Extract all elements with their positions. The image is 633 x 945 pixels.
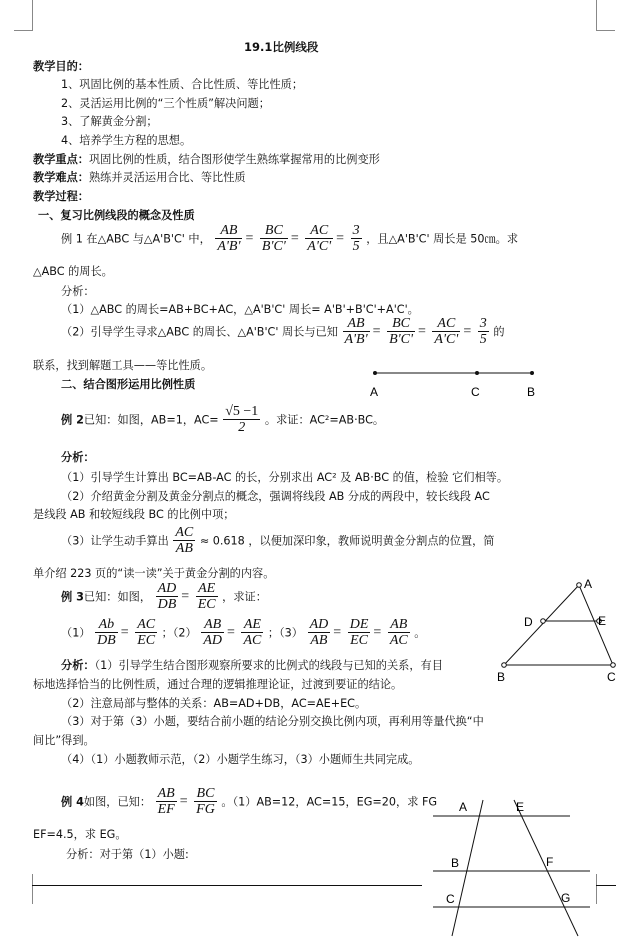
example4-analysis: 分析：对于第（1）小题: xyxy=(66,848,189,861)
example3-n4: （4）（1）小题教师示范，（2）小题学生练习，（3）小题师生共同完成。 xyxy=(61,753,420,766)
label-c: C xyxy=(607,670,616,684)
example3-analysis-line2: 标地选择恰当的比例性质，通过合理的逻辑推理论证，过渡到要证的结论。 xyxy=(33,678,403,691)
label-g: G xyxy=(561,891,571,905)
fraction-3-5: $\frac{3}{5}$ xyxy=(479,316,487,347)
fraction-bc-fg: $\frac{BC}{FG}$ xyxy=(196,786,215,817)
example4-line: 例 4如图，已知： $\frac{AB}{EF}$ = $\frac{BC}{FG}$ 。（1）AB=12，AC=15，EG=20，求 FG xyxy=(61,786,438,817)
example3-line: 例 3已知：如图， $\frac{AD}{DB}$ = $\frac{AE}{EC}$ ，求证： xyxy=(61,581,267,612)
example3-n3-line2: 间比”得到。 xyxy=(33,734,95,747)
example3-n3: （3）对于第（3）小题，要结合前小题的结论分别交换比例内项，再利用等量代换“中 xyxy=(61,715,484,728)
fraction-golden: $\frac{√5 -1}{2}$ xyxy=(225,404,259,435)
fraction-ab-a1b1: $\frac{AB}{A'B'}$ xyxy=(217,223,241,254)
label-b: B xyxy=(527,385,536,399)
example3-n2: （2）注意局部与整体的关系：AB=AD+DB，AC=AE+EC。 xyxy=(61,697,367,710)
point-a xyxy=(373,371,377,375)
segment-figure xyxy=(362,360,547,402)
section2-a2: （2）介绍黄金分割及黄金分割点的概念，强调将线段 AB 分成的两段中，较长线段 AC xyxy=(61,490,490,503)
fraction-3-5: $\frac{3}{5}$ xyxy=(352,223,360,254)
key-point-label: 教学重点： xyxy=(33,153,89,166)
section1-step2-line2: 联系，找到解题工具——等比性质。 xyxy=(33,359,213,372)
section2-analysis: 分析： xyxy=(61,451,95,464)
label-e: E xyxy=(516,800,525,814)
label-c: C xyxy=(446,892,455,906)
parallel-lines-figure xyxy=(430,798,600,938)
label-b: B xyxy=(451,856,460,870)
fraction-bc-b1c1: $\frac{BC}{B'C'}$ xyxy=(389,316,413,347)
section2-a1: （1）引导学生计算出 BC=AB-AC 的长，分别求出 AC² 及 AB·BC 的值，检验 它们相等。 xyxy=(61,471,509,484)
fraction-ab-ef: $\frac{AB}{EF}$ xyxy=(157,786,175,817)
label-f: F xyxy=(546,855,554,869)
difficulty-label: 教学难点： xyxy=(33,171,89,184)
example1-post: ，且△A'B'C' 周长是 50㎝。求 xyxy=(366,232,519,246)
bottom-rule xyxy=(32,885,422,886)
difficulty-text: 熟练并灵活运用合比、等比性质 xyxy=(88,171,246,184)
section1-step2: （2）引导学生寻求△ABC 的周长、△A'B'C' 周长与已知 $\frac{AB}{A'B'}$ = $\frac{BC}{B'C'}$ = $\frac{AC}{A'C'}$ = $\frac{3}{5}$ 的 xyxy=(61,316,505,347)
point-c xyxy=(475,371,479,375)
fraction-ac-a1c1: $\frac{AC}{A'C'}$ xyxy=(434,316,459,347)
label-d: D xyxy=(524,615,533,629)
example3-analysis: 分析：（1）引导学生结合图形观察所要求的比例式的线段与已知的关系，有目 xyxy=(61,659,443,672)
point-b xyxy=(530,371,534,375)
corner-mark-bottom-left xyxy=(14,874,33,904)
example2-line: 例 2已知：如图，AB=1，AC= $\frac{√5 -1}{2}$ 。求证：AC²=AB·BC。 xyxy=(61,404,385,435)
process-heading: 教学过程： xyxy=(33,190,89,203)
section2-a3-line2: 单介绍 223 页的“读一读”关于黄金分割的内容。 xyxy=(33,567,275,580)
fraction-ab-a1b1: $\frac{AB}{A'B'}$ xyxy=(344,316,368,347)
corner-mark-top-left xyxy=(14,0,33,31)
fraction-ac-ab: $\frac{AC}{AB}$ xyxy=(175,525,194,556)
page-title: 19.1比例线段 xyxy=(244,40,319,54)
example1-line: 例 1 在△ABC 与△A'B'C' 中， $\frac{AB}{A'B'}$ = $\frac{BC}{B'C'}$ = $\frac{AC}{A'C'}$ = $\frac{3}{5}$ ，且△A'B'C' 周长是 50㎝。求 xyxy=(61,223,519,254)
section2-heading: 二、结合图形运用比例性质 xyxy=(61,378,196,391)
goal-item: 4、培养学生方程的思想。 xyxy=(61,134,192,147)
corner-mark-top-right xyxy=(596,0,615,31)
goal-item: 3、了解黄金分割； xyxy=(61,115,158,128)
label-e: E xyxy=(598,614,607,628)
label-a: A xyxy=(370,385,379,399)
goal-item: 1、巩固比例的基本性质、合比性质、等比性质； xyxy=(61,78,304,91)
label-b: B xyxy=(497,670,506,684)
triangle-figure xyxy=(490,574,625,686)
section1-step1: （1）△ABC 的周长=AB+BC+AC，△A'B'C' 周长= A'B'+B'C'+A'C'。 xyxy=(61,303,419,316)
fraction-ad-db: $\frac{AD}{DB}$ xyxy=(157,581,177,612)
key-point-text: 巩固比例的性质，结合图形使学生熟练掌握常用的比例变形 xyxy=(88,153,380,166)
label-a: A xyxy=(459,800,468,814)
difficulty xyxy=(33,169,246,185)
example1-line2: △ABC 的周长。 xyxy=(33,265,113,278)
fraction-ae-ec: $\frac{AE}{EC}$ xyxy=(197,581,216,612)
section1-heading: 一、复习比例线段的概念及性质 xyxy=(38,209,195,222)
section1-analysis: 分析： xyxy=(61,285,95,298)
label-c: C xyxy=(471,385,480,399)
fraction-ac-a1c1: $\frac{AC}{A'C'}$ xyxy=(307,223,332,254)
example1-pre: 例 1 在△ABC 与△A'B'C' 中， xyxy=(61,232,211,246)
key-point xyxy=(33,151,380,167)
section2-a3: （3）让学生动手算出 $\frac{AC}{AB}$ ≈ 0.618 ，以便加深印象，教师说明黄金分割点的位置，简 xyxy=(61,525,495,556)
fraction-bc-b1c1: $\frac{BC}{B'C'}$ xyxy=(261,223,286,254)
example3-claims: （1） $\frac{Ab}{DB}$ = $\frac{AC}{EC}$ ；（2） $\frac{AB}{AD}$ = $\frac{AE}{AC}$ ；（3） $\frac{AD}{AB}$ = $\frac{DE}{EC}$ = $\frac{AB}{AC}$ 。 xyxy=(61,617,426,648)
example4-line2: EF=4.5，求 EG。 xyxy=(33,828,127,841)
label-a: A xyxy=(584,577,593,591)
goals-heading: 教学目的： xyxy=(33,60,89,73)
section2-a2-line2: 是线段 AB 和较短线段 BC 的比例中项； xyxy=(33,508,235,521)
goal-item: 2、灵活运用比例的“三个性质”解决问题； xyxy=(61,97,270,110)
triangle-abc xyxy=(504,585,613,665)
